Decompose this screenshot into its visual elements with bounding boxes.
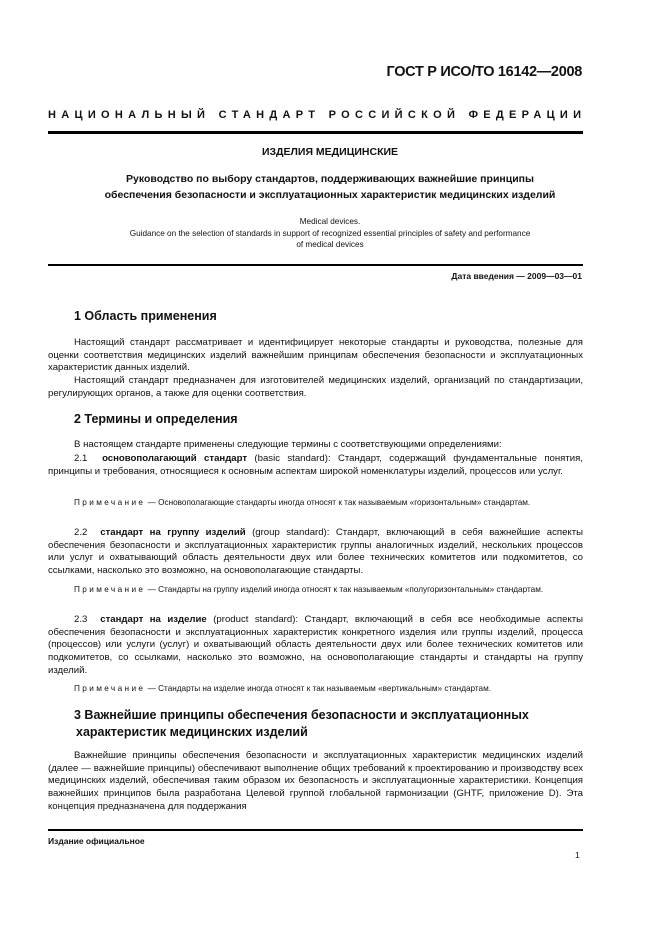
official-edition-label: Издание официальное [48,836,145,846]
term-definition: Стандарт, содержащий фундаментальные понятия, принципы и требования, относящиеся к основным аспектам широкой номенклатуры изделий, процессов или услуг. [48,453,583,477]
title-main: ИЗДЕЛИЯ МЕДИЦИНСКИЕ [261,146,399,158]
note-label: Примечание [74,684,146,693]
national-standard-banner: НАЦИОНАЛЬНЫЙ СТАНДАРТ РОССИЙСКОЙ ФЕДЕРАЦИИ [48,109,587,121]
section-1-heading: 1 Область применения [74,309,217,323]
term-english: (basic standard): [254,453,331,464]
term-english: (group standard): [252,527,330,538]
title-subtitle [40,171,620,203]
term-definition: Стандарт, включающий в себя все необходимые аспекты обеспечения безопасности и эксплуатационных характеристик конкретного изделия или группы изделий, процесса (процессов) или услуги (услуг) и охватывающий область деятельности двух или более технических комитетов или подкомитетов, со ссылками, насколько это возможно, на основополагающие стандарты и стандарты на группу изделий. [48,614,584,676]
document-code: ГОСТ Р ИСО/ТО 16142—2008 [386,64,582,80]
page-number: 1 [575,850,580,860]
term-definition: Стандарт, включающий в себя важнейшие аспекты обеспечения безопасности и эксплуатационных характеристик группы аналогичных изделий, нескольких процессов или услуг и охватывающий область деятельности двух или более технических комитетов или подкомитетов, со ссылками, насколько это возможно, на основополагающие стандарты. [48,527,584,577]
footer-rule [48,829,583,831]
term-number: 2.3 [74,614,88,625]
title-rule [48,264,583,266]
term-english: (product standard): [213,614,299,625]
header-rule [48,131,583,134]
note-text: — Основополагающие стандарты иногда относят к так называемым «горизонтальным» стандартам. [147,498,531,507]
term-2-3 [48,614,583,678]
title-subtitle-line: Руководство по выбору стандартов, поддерживающих важнейшие принципы [126,173,534,185]
title-english-line: of medical devices [296,240,364,249]
section-1-body [48,337,583,401]
note-2-3 [48,683,583,695]
term-name: стандарт на группу изделий [100,527,246,538]
note-label: Примечание [74,585,146,594]
paragraph: Важнейшие принципы обеспечения безопасности и эксплуатационных характеристик медицинских изделий (далее — важнейшие принципы) обеспечивают выполнение общих требований к проектированию и производству всех медицинских изделий, обеспечивая таким образом их безопасность и эксплуатационные характеристики. Концепция важнейших принципов была разработана Целевой группой глобальной гармонизации (GHTF, приложение D). Эта концепция предназначена для поддержания [48,750,583,812]
term-2-2 [48,527,583,578]
term-number: 2.1 [74,453,88,464]
term-name: основополагающий стандарт [102,453,248,464]
title-english [40,216,620,251]
title-english-line: Guidance on the selection of standards in support of recognized essential principles of safety and performance [129,228,531,238]
date-of-introduction: Дата введения — 2009—03—01 [451,271,582,281]
paragraph: Настоящий стандарт рассматривает и идентифицирует некоторые стандарты и руководства, полезные для оценки соответствия медицинских изделий важнейшим принципам обеспечения безопасности и эксплуатационных характеристик данных изделий. [48,337,583,374]
paragraph: Настоящий стандарт предназначен для изготовителей медицинских изделий, организаций по стандартизации, регулирующих органов, а также для оценки соответствия. [48,375,583,399]
title-english-line: Medical devices. [299,217,361,226]
section-2-intro [48,439,583,452]
note-2-1 [48,497,583,509]
section-3-heading-line: характеристик медицинских изделий [76,725,308,739]
term-2-1 [48,453,583,478]
paragraph: В настоящем стандарте применены следующие термины с соответствующими определениями: [74,439,502,450]
note-label: Примечание [74,498,146,507]
term-number: 2.2 [74,527,88,538]
section-3-body [48,750,583,814]
section-2-heading: 2 Термины и определения [74,412,238,426]
note-text: — Стандарты на изделие иногда относят к так называемым «вертикальным» стандартам. [147,684,492,693]
title-subtitle-line: обеспечения безопасности и эксплуатационных характеристик медицинских изделий [104,189,556,201]
note-text: — Стандарты на группу изделий иногда относят к так называемым «полугоризонтальным» стандартам. [147,585,544,594]
note-2-2 [48,584,583,596]
section-3-heading [74,707,529,741]
term-name: стандарт на изделие [100,614,207,625]
section-3-heading-line: 3 Важнейшие принципы обеспечения безопасности и эксплуатационных [74,708,529,722]
